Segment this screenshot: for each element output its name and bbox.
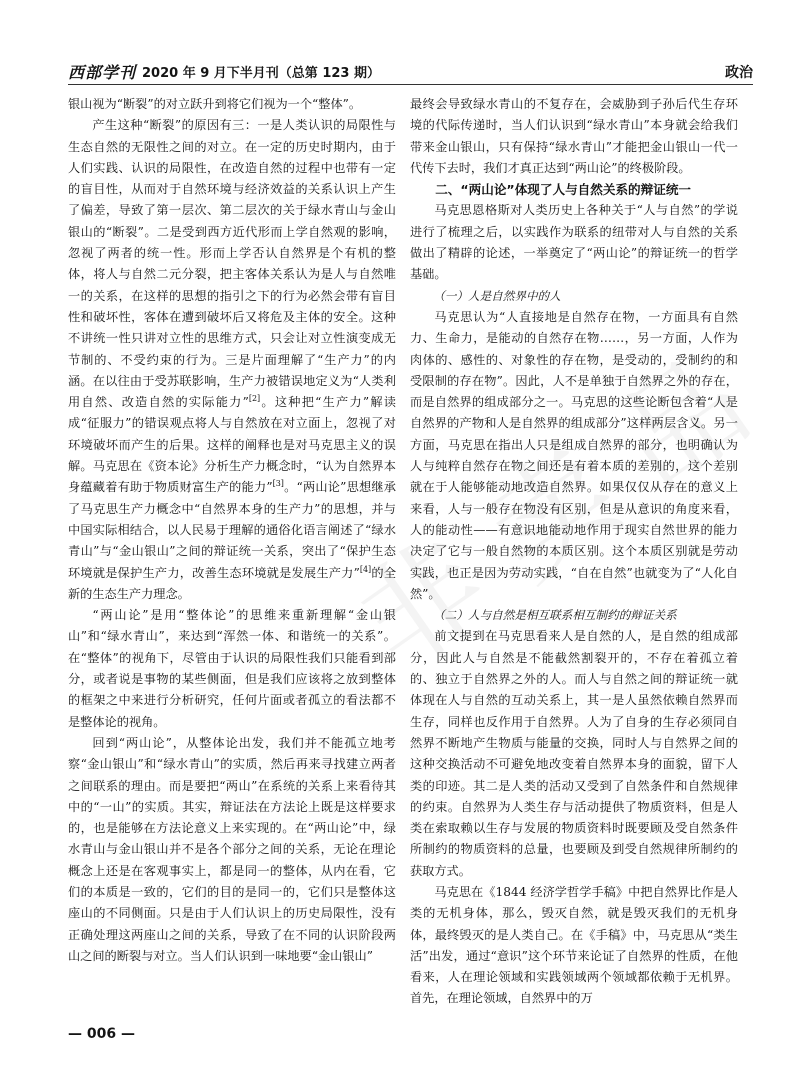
paragraph: 马克思恩格斯对人类历史上各种关于“人与自然”的学说进行了梳理之后，以实践作为联系的纽带对人与自然的关系做出了精辟的论述，一举奠定了“两山论”的辩证统一的哲学基础。 (410, 203, 738, 282)
paragraph: 前文提到在马克思看来人是自然的人，是自然的组成部分，因此人与自然是不能截然割裂开的，不存在着孤立着的、独立于自然界之外的人。而人与自然之间的辩证统一就体现在人与自然的互动关系上，其一是人虽然依赖自然界而生存，同样也反作用于自然界。人为了自身的生存必须同自然界不断地产生物质与能量的交换，同时人与自然界之间的这种交换活动不可避免地改变着自然界本身的面貌，留下人类的印迹。其二是人类的活动又受到了自然条件和自然规律的约束。自然界为人类生存与活动提供了物质资料，但是人类在索取赖以生存与发展的物质资料时既要顾及受自然条件所制约的物质资料的总量，也要顾及到受自然规律所制约的获取方式。 (410, 629, 738, 878)
journal-issue: 2020 年 9 月下半月刊（总第 123 期） (142, 66, 380, 81)
paragraph: 回到“两山论”，从整体论出发，我们并不能孤立地考察“金山银山”和“绿水青山”的实质，然后再来寻找建立两者之间联系的理由。而是要把“两山”在系统的关系上来看待其中的“一山”的实质。其实，辩证法在方法论上既是这样要求的，也是能够在方法论意义上来实现的。在“两山论”中，绿水青山与金山银山并不是各个部分之间的关系，无论在理论概念上还是在客观事实上，都是同一的整体，从内在看，它们的本质是一致的，它们的目的是同一的，它们只是整体这座山的不同侧面。只是由于人们认识上的历史局限性，没有正确处理这两座山之间的关系，导致了在不同的认识阶段两山之间的断裂与对立。当人们认识到一味地要“金山银山” (68, 735, 396, 963)
paragraph: 马克思认为“人直接地是自然存在物，一方面具有自然力、生命力，是能动的自然存在物……，另一方面，人作为肉体的、感性的、对象性的存在物，是受动的，受制约的和受限制的存在物”。因此，人不是单独于自然界之外的存在，而是自然界的组成部分之一。马克思的这些论断包含着“人是自然界的产物和人是自然界的组成部分”这样两层含义。另一方面，马克思在指出人只是组成自然界的部分，也明确认为人与纯粹自然存在物之间还是有着本质的差别的，这个差别就在于人能够能动地改造自然界。如果仅仅从存在的意义上来看，人与一般存在物没有区别，但是从意识的角度来看，人的能动性——有意识地能动地作用于现实自然世界的能力决定了它与一般自然物的本质区别。这个本质区别就是劳动实践，也正是因为劳动实践，“自在自然”也就变为了“人化自然”。 (410, 309, 738, 601)
paragraph: 银山视为“断裂”的对立跃升到将它们视为一个“整体”。 (68, 97, 362, 111)
right-column (410, 94, 738, 1010)
section-heading: 二、“两山论”体现了人与自然关系的辩证统一 (435, 182, 692, 198)
journal-logo: 西部学刊 (68, 63, 137, 82)
paragraph: 最终会导致绿水青山的不复存在，会威胁到子孙后代生存环境的代际传递时，当人们认识到“绿水青山”本身就会给我们带来金山银山，只有保持“绿水青山”才能把金山银山一代一代传下去时，我们才真正达到“两山论”的终极阶段。 (410, 97, 738, 175)
subsection-heading: （一）人是自然界中的人 (433, 288, 561, 303)
left-column (68, 94, 396, 967)
subsection-heading: （二）人与自然是相互联系相互制约的辩证关系 (433, 608, 677, 623)
page-header (68, 58, 753, 82)
paragraph: “两山论”是用“整体论”的思维来重新理解“金山银山”和“绿水青山”，来达到“浑然一体、和谐统一的关系”。在“整体”的视角下，尽管由于认识的局限性我们只能看到部分，或者说是事物的某些侧面，但是我们应该将之放到整体的框架之中来进行分析研究，任何片面或者孤立的看法都不是整体论的视角。 (68, 608, 396, 729)
section-name: 政治 (725, 65, 753, 81)
page-number: — 006 — (68, 1026, 135, 1042)
header-rule (68, 84, 753, 85)
paragraph: 马克思在《1844 经济学哲学手稿》中把自然界比作是人类的无机身体，那么，毁灭自然，就是毁灭我们的无机身体，最终毁灭的是人类自己。在《手稿》中，马克思从“类生活”出发，通过“意识”这个环节来论证了自然界的性质，在他看来，人在理论领域和实践领域两个领域都依赖于无机界。首先，在理论领域，自然界中的万 (410, 884, 738, 1006)
paragraph: 产生这种“断裂”的原因有三：一是人类认识的局限性与生态自然的无限性之间的对立。在一定的历史时期内，由于人们实践、认识的局限性，在改造自然的过程中也带有一定的盲目性，从而对于自然环境与经济效益的关系认识上产生了偏差，导致了第一层次、第二层次的关于绿水青山与金山银山的“断裂”。二是受到西方近代形而上学自然观的影响，忽视了两者的统一性。形而上学否认自然界是个有机的整体，将人与自然二元分裂，把主客体关系认为是人与自然唯一的关系，在这样的思想的指引之下的行为必然会带有盲目性和破坏性，客体在遭到破坏后又将危及主体的安全。这种不讲统一性只讲对立性的思维方式，只会让对立性演变成无节制的、不受约束的行为。三是片面理解了“生产力”的内涵。在以往由于受苏联影响，生产力被错误地定义为“人类利用自然、改造自然的实际能力”[2]。这种把“生产力”解读成“征服力”的错误观点将人与自然放在对立面上，忽视了对环境破坏而产生的后果。这样的阐释也是对马克思主义的误解。马克思在《资本论》分析生产力概念时，“认为自然界本身蕴藏着有助于物质财富生产的能力”[3]。“两山论”思想继承了马克思生产力概念中“自然界本身的生产力”的思想，并与中国实际相结合，以人民易于理解的通俗化语言阐述了“绿水青山”与“金山银山”之间的辩证统一关系，突出了“保护生态环境就是保护生产力，改善生态环境就是发展生产力”[4]的全新的生态生产力理念。 (68, 118, 397, 601)
